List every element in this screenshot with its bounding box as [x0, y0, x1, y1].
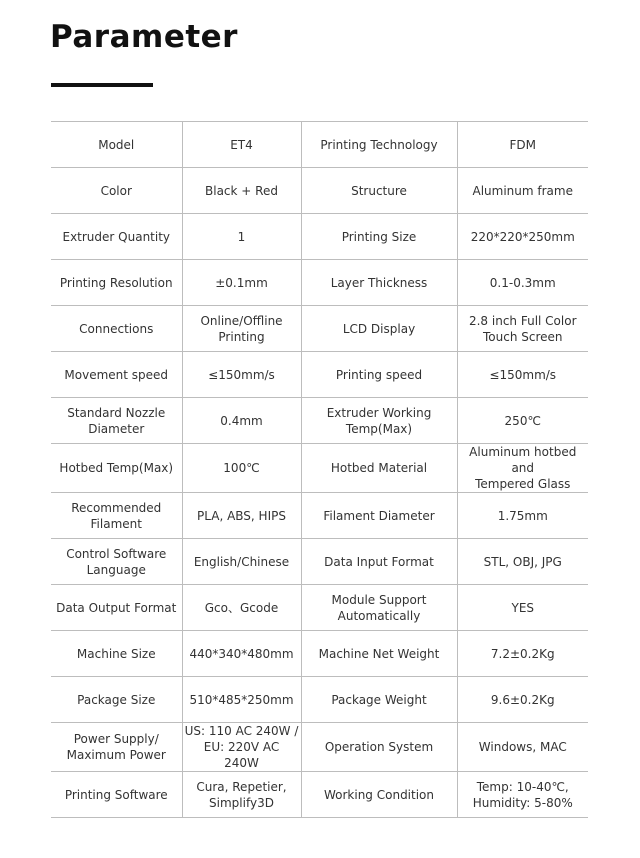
spec-value: ≤150mm/s — [182, 352, 301, 398]
table-row — [51, 444, 588, 493]
spec-label: Hotbed Material — [301, 444, 457, 493]
spec-value: Gco、Gcode — [182, 585, 301, 631]
spec-label: Module Support Automatically — [301, 585, 457, 631]
spec-label: Printing Software — [51, 772, 182, 818]
spec-label: Standard Nozzle Diameter — [51, 398, 182, 444]
spec-label: Printing Technology — [301, 122, 457, 168]
spec-label: Model — [51, 122, 182, 168]
spec-value: Windows, MAC — [457, 723, 588, 772]
spec-label: Structure — [301, 168, 457, 214]
spec-label: Machine Size — [51, 631, 182, 677]
spec-table — [51, 121, 588, 818]
table-row — [51, 493, 588, 539]
page-title: Parameter — [50, 19, 238, 55]
spec-value: Aluminum hotbed and Tempered Glass — [457, 444, 588, 493]
table-row — [51, 539, 588, 585]
table-row — [51, 631, 588, 677]
spec-value: 0.1-0.3mm — [457, 260, 588, 306]
spec-value: 9.6±0.2Kg — [457, 677, 588, 723]
spec-label: Machine Net Weight — [301, 631, 457, 677]
spec-value: 1.75mm — [457, 493, 588, 539]
spec-value: ±0.1mm — [182, 260, 301, 306]
spec-value: FDM — [457, 122, 588, 168]
table-row — [51, 723, 588, 772]
spec-label: Control Software Language — [51, 539, 182, 585]
spec-label: Filament Diameter — [301, 493, 457, 539]
spec-value: Aluminum frame — [457, 168, 588, 214]
spec-value: Temp: 10-40℃, Humidity: 5-80% — [457, 772, 588, 818]
spec-value: ET4 — [182, 122, 301, 168]
spec-label: LCD Display — [301, 306, 457, 352]
spec-label: Working Condition — [301, 772, 457, 818]
spec-label: Extruder Quantity — [51, 214, 182, 260]
spec-value: Online/Offline Printing — [182, 306, 301, 352]
spec-value: 2.8 inch Full Color Touch Screen — [457, 306, 588, 352]
spec-value: Black + Red — [182, 168, 301, 214]
spec-value: US: 110 AC 240W / EU: 220V AC 240W — [182, 723, 301, 772]
spec-value: 100℃ — [182, 444, 301, 493]
spec-label: Package Weight — [301, 677, 457, 723]
spec-label: Data Input Format — [301, 539, 457, 585]
spec-label: Printing Resolution — [51, 260, 182, 306]
spec-label: Operation System — [301, 723, 457, 772]
spec-value: YES — [457, 585, 588, 631]
spec-value: Cura, Repetier, Simplify3D — [182, 772, 301, 818]
title-underline — [51, 83, 153, 87]
spec-value: 250℃ — [457, 398, 588, 444]
spec-value: English/Chinese — [182, 539, 301, 585]
spec-label: Extruder Working Temp(Max) — [301, 398, 457, 444]
spec-value: 220*220*250mm — [457, 214, 588, 260]
spec-value: 510*485*250mm — [182, 677, 301, 723]
table-row — [51, 772, 588, 818]
table-row — [51, 122, 588, 168]
spec-label: Printing speed — [301, 352, 457, 398]
table-row — [51, 168, 588, 214]
table-row — [51, 214, 588, 260]
spec-label: Package Size — [51, 677, 182, 723]
spec-value: 1 — [182, 214, 301, 260]
spec-value: 7.2±0.2Kg — [457, 631, 588, 677]
table-row — [51, 585, 588, 631]
spec-label: Data Output Format — [51, 585, 182, 631]
spec-label: Power Supply/ Maximum Power — [51, 723, 182, 772]
table-row — [51, 398, 588, 444]
spec-label: Layer Thickness — [301, 260, 457, 306]
table-row — [51, 306, 588, 352]
spec-value: PLA, ABS, HIPS — [182, 493, 301, 539]
spec-label: Movement speed — [51, 352, 182, 398]
spec-value: 0.4mm — [182, 398, 301, 444]
spec-label: Connections — [51, 306, 182, 352]
spec-label: Recommended Filament — [51, 493, 182, 539]
spec-label: Printing Size — [301, 214, 457, 260]
spec-label: Hotbed Temp(Max) — [51, 444, 182, 493]
table-row — [51, 677, 588, 723]
spec-value: 440*340*480mm — [182, 631, 301, 677]
table-row — [51, 260, 588, 306]
table-row — [51, 352, 588, 398]
spec-label: Color — [51, 168, 182, 214]
spec-value: STL, OBJ, JPG — [457, 539, 588, 585]
spec-value: ≤150mm/s — [457, 352, 588, 398]
